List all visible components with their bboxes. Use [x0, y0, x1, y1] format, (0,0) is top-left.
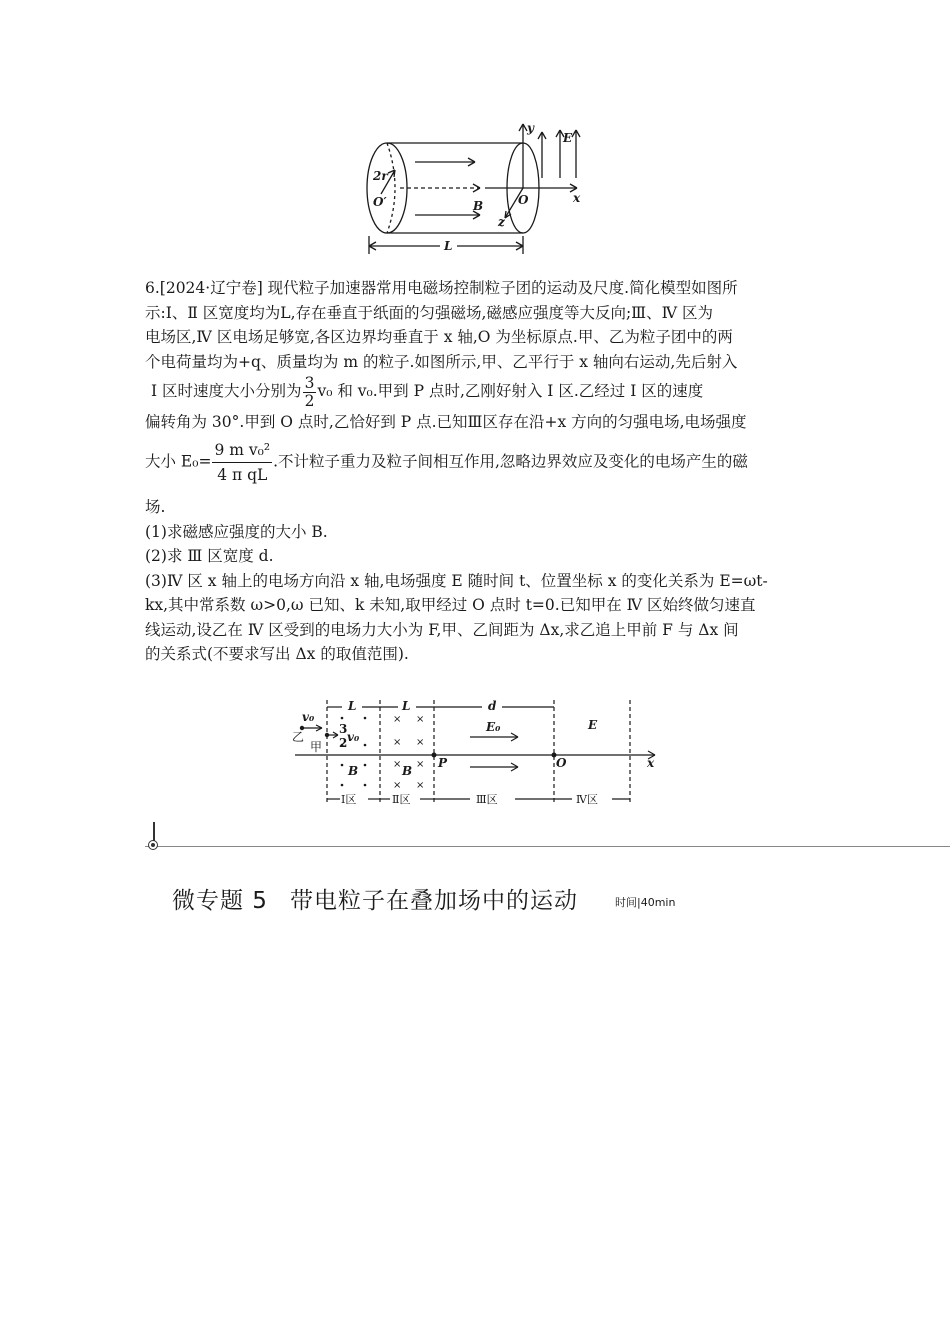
- label-e: E: [588, 718, 598, 732]
- label-zone4: Ⅳ区: [576, 793, 598, 806]
- label-v0b: v₀: [347, 730, 360, 744]
- label-v0: v₀: [302, 710, 315, 724]
- label-l: L: [444, 239, 453, 253]
- label-d: d: [488, 699, 497, 713]
- problem-6: [145, 276, 805, 667]
- e-field-arrows: [538, 130, 580, 178]
- label-frac-den: 2: [339, 736, 348, 750]
- svg-text:×: ×: [393, 737, 402, 748]
- question-3-cont: 的关系式(不要求写出 Δx 的取值范围).: [145, 645, 409, 663]
- point-p: [432, 753, 437, 758]
- problem-line: 示:Ⅰ、Ⅱ 区宽度均为L,存在垂直于纸面的匀强磁场,磁感应强度等大反向;Ⅲ、Ⅳ 区为: [145, 303, 714, 322]
- svg-text:×: ×: [416, 737, 425, 748]
- question-3-cont: kx,其中常系数 ω>0,ω 已知、k 未知,取甲经过 O 点时 t=0.已知甲在 Ⅳ 区始终做匀速直: [145, 596, 756, 614]
- label-jia: 甲: [310, 740, 323, 754]
- svg-text:×: ×: [393, 714, 402, 725]
- divider-marker-dot: [148, 840, 158, 850]
- label-b1: B: [348, 764, 359, 778]
- question-3: (3)Ⅳ 区 x 轴上的电场方向沿 x 轴,电场强度 E 随时间 t、位置坐标 x 的变化关系为 E=ωt-: [145, 571, 768, 590]
- particle-jia: [325, 733, 329, 737]
- question-2: (2)求 Ⅲ 区宽度 d.: [145, 547, 274, 565]
- question-1: (1)求磁感应强度的大小 B.: [145, 522, 328, 541]
- problem-line: 6.[2024·辽宁卷] 现代粒子加速器常用电磁场控制粒子团的运动及尺度.简化模型如图所: [145, 279, 738, 297]
- problem-line: 偏转角为 30°.甲到 O 点时,乙恰好到 P 点.已知Ⅲ区存在沿+x 方向的匀强电场,电场强度: [145, 412, 747, 431]
- label-zone3: Ⅲ区: [476, 793, 498, 806]
- label-e0: E₀: [486, 720, 501, 734]
- label-x: x: [647, 756, 655, 770]
- label-l1: L: [348, 699, 357, 713]
- section-time: 时间|40min: [615, 896, 676, 909]
- label-frac-num: 3: [339, 722, 348, 736]
- svg-text:×: ×: [416, 759, 425, 770]
- problem-line: 场.: [145, 498, 166, 516]
- label-zone1: Ⅰ区: [341, 793, 357, 806]
- fraction-e0: $\frac{\text{9 m v₀²}}{\text{4 π qL}}$: [212, 438, 272, 487]
- figure-cylinder: [355, 118, 595, 268]
- svg-text:×: ×: [416, 780, 425, 791]
- label-b: B: [473, 199, 484, 213]
- label-l2: L: [402, 699, 411, 713]
- label-b2: B: [402, 764, 413, 778]
- fraction-three-halves: $\frac{3}{2}$: [304, 373, 315, 410]
- problem-line-velocity: Ⅰ 区时速度大小分别为 $\frac{3}{2}$ v₀ 和 v₀.甲到 P 点时,乙刚好射入 Ⅰ 区.乙经过 Ⅰ 区的速度: [151, 373, 704, 410]
- label-o-prime: O′: [373, 195, 387, 209]
- section-divider: [145, 846, 950, 847]
- question-3-cont: 线运动,设乙在 Ⅳ 区受到的电场力大小为 F,甲、乙间距为 Δx,求乙追上甲前 F 与 Δx 间: [145, 620, 739, 639]
- label-o: O: [556, 756, 567, 770]
- svg-text:×: ×: [393, 759, 402, 770]
- svg-text:×: ×: [393, 780, 402, 791]
- label-zone2: Ⅱ区: [392, 793, 411, 806]
- label-yi: 乙: [292, 730, 305, 744]
- problem-line-e0: 大小 E₀= $\frac{\text{9 m v₀²}}{\text{4 π qL}}$ .不计粒子重力及粒子间相互作用,忽略边界效应及变化的电场产生的磁: [145, 438, 805, 487]
- label-z: z: [498, 215, 505, 229]
- section-title: [172, 882, 578, 915]
- label-x: x: [573, 191, 581, 205]
- svg-text:×: ×: [416, 714, 425, 725]
- b-field-arrows: [400, 158, 480, 219]
- figure-field-regions: [290, 695, 660, 815]
- label-y: y: [527, 121, 534, 135]
- label-e: E: [563, 131, 573, 145]
- label-p: P: [438, 756, 448, 770]
- problem-line: 个电荷量均为+q、质量均为 m 的粒子.如图所示,甲、乙平行于 x 轴向右运动,先后射入: [145, 352, 738, 371]
- section-number: 微专题 5: [172, 888, 268, 914]
- label-2r: 2r: [373, 169, 388, 183]
- section-heading: 带电粒子在叠加场中的运动: [289, 888, 578, 914]
- label-o: O: [518, 193, 529, 207]
- problem-line: 电场区,Ⅳ 区电场足够宽,各区边界均垂直于 x 轴,O 为坐标原点.甲、乙为粒子团中的两: [145, 328, 733, 346]
